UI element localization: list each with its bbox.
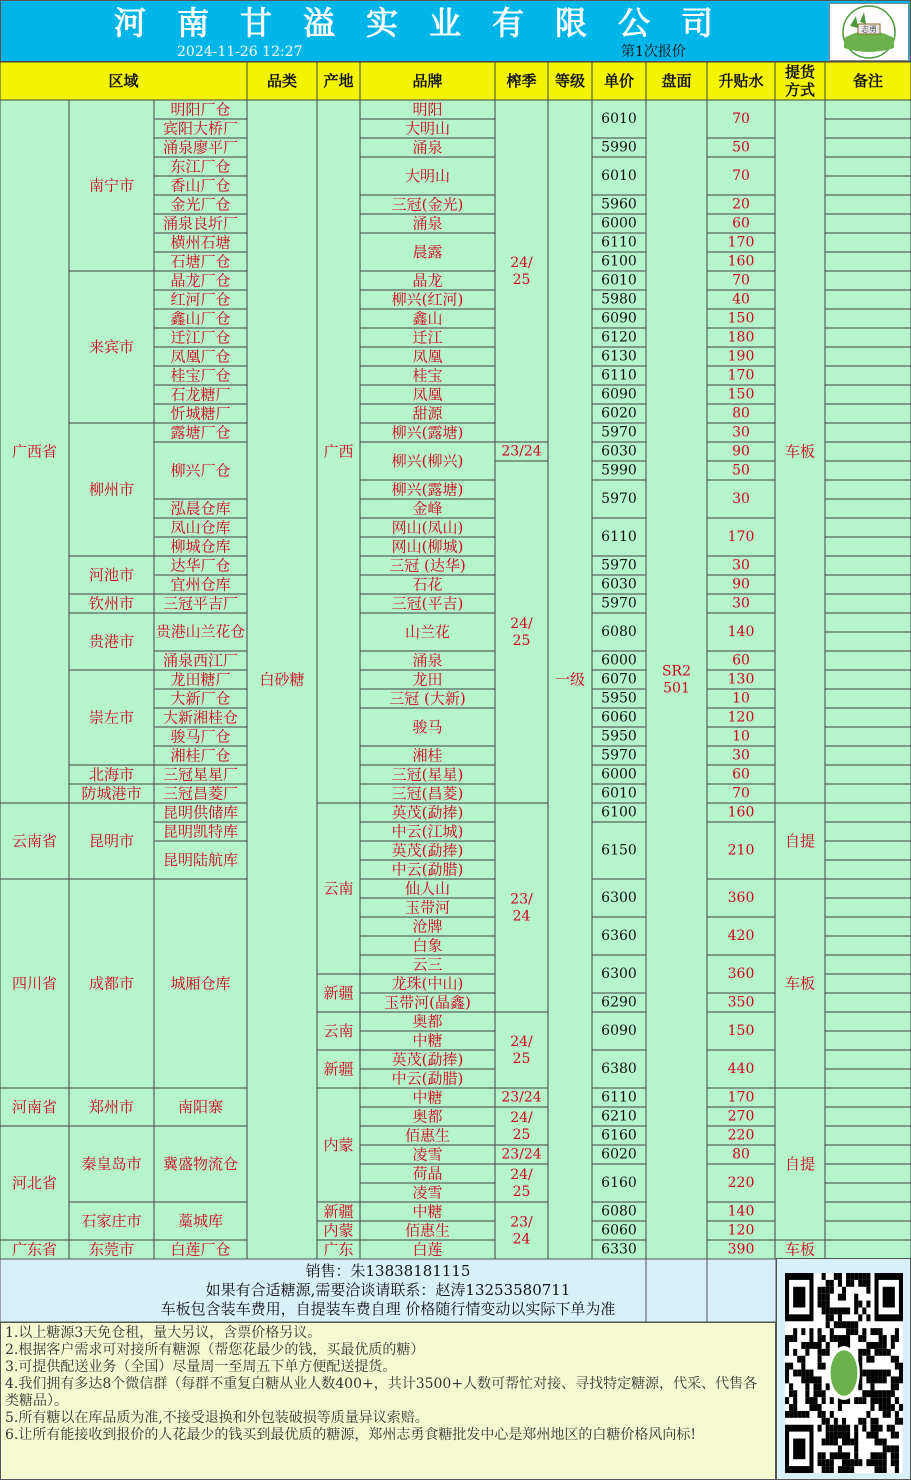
premium: 190 [727, 348, 755, 365]
note-line: 6.让所有能接收到报价的人花最少的钱买到最优质的糖源，郑州志勇食糖批发中心是郑州地区的白糖价格风向标! [5, 1427, 696, 1443]
pickup-terms: 车板包含装车费用，自提装车费自理 价格随行情变动以实际下单为准 [160, 1300, 616, 1318]
origin: 广西 [323, 442, 354, 461]
deal-contact: 如果有合适糖源,需要洽谈请联系：赵涛13253580711 [205, 1281, 571, 1299]
brand: 三冠(平吉) [391, 594, 464, 613]
warehouse: 石龙糖厂 [170, 385, 231, 404]
price: 6000 [601, 766, 637, 783]
premium: 420 [727, 928, 755, 944]
brand: 涌泉 [412, 214, 443, 233]
brand: 三冠 (大新) [389, 689, 466, 708]
warehouse: 香山厂仓 [170, 176, 231, 195]
note-line: 1.以上糖源3天免仓租，量大另议，含票价格另议。 [5, 1325, 322, 1341]
price: 5950 [601, 690, 637, 707]
price: 6290 [601, 994, 637, 1011]
season: 23/24 [501, 1146, 542, 1163]
season: 25 [512, 633, 531, 649]
city: 昆明市 [88, 832, 135, 850]
brand: 凤凰 [412, 347, 443, 366]
brand: 中云(勐腊) [391, 860, 464, 879]
season: 25 [512, 1127, 531, 1143]
pickup-method: 车板 [784, 442, 816, 461]
city: 钦州市 [88, 594, 135, 613]
price: 6300 [601, 966, 637, 982]
premium: 170 [727, 529, 755, 545]
price: 5970 [601, 595, 637, 612]
warehouse: 藁城库 [177, 1212, 224, 1230]
city: 成都市 [88, 974, 135, 993]
premium: 220 [727, 1175, 755, 1191]
premium: 170 [727, 234, 755, 251]
warehouse: 迁江厂仓 [170, 328, 231, 347]
futures-contract: 501 [663, 680, 690, 697]
price: 6070 [601, 671, 637, 688]
city: 石家庄市 [81, 1212, 142, 1230]
column-header: 方式 [784, 81, 816, 99]
season: 25 [512, 1051, 531, 1067]
notes-box [0, 1322, 776, 1480]
brand: 玉带河 [404, 898, 451, 917]
brand: 网山(凤山) [391, 518, 464, 537]
brand: 三冠(昌菱) [391, 784, 464, 803]
price: 6100 [601, 804, 637, 821]
brand: 大明山 [404, 119, 451, 138]
season: 24 [512, 908, 531, 925]
price: 6060 [601, 709, 637, 726]
brand: 晨露 [412, 243, 443, 261]
quote-datetime: 2024-11-26 12:27 [177, 44, 303, 60]
warehouse: 涌泉良圻厂 [162, 214, 239, 233]
brand: 沧牌 [412, 917, 443, 936]
city: 东莞市 [88, 1240, 135, 1259]
premium: 270 [727, 1108, 755, 1125]
grade: 一级 [554, 670, 586, 689]
warehouse: 白莲厂仓 [170, 1240, 231, 1259]
premium: 120 [727, 709, 755, 726]
price: 6010 [601, 168, 637, 184]
company-title: 河南甘溢实业有限公司 [113, 4, 744, 42]
warehouse: 三冠昌菱厂 [162, 784, 239, 803]
warehouse: 冀盛物流仓 [162, 1155, 239, 1173]
price: 6000 [601, 215, 637, 232]
brand: 柳兴(红河) [391, 290, 464, 309]
price: 6360 [601, 928, 637, 944]
warehouse: 湘桂厂仓 [170, 746, 231, 765]
price: 5970 [601, 747, 637, 764]
price: 6080 [601, 624, 637, 640]
brand: 柳兴(露塘) [391, 423, 464, 442]
premium: 170 [727, 1089, 755, 1106]
column-header: 提货 [784, 63, 816, 81]
warehouse: 涌泉廖平厂 [162, 138, 239, 157]
premium: 150 [727, 1023, 755, 1039]
column-header: 单价 [603, 72, 635, 90]
origin: 新疆 [323, 984, 354, 1002]
price: 6110 [601, 367, 637, 384]
premium: 50 [732, 462, 750, 479]
brand: 晶龙 [412, 271, 443, 290]
origin: 云南 [323, 879, 354, 898]
warehouse: 龙田糖厂 [170, 670, 231, 689]
column-header: 备注 [852, 72, 884, 90]
note-line: 4.我们拥有多达8个微信群（每群不重复白糖从业人数400+，共计3500+人数可帮忙对接、寻找特定糖源，代采、代售各类糖品）。 [5, 1376, 758, 1409]
warehouse: 涌泉西江厂 [162, 651, 239, 670]
premium: 10 [732, 690, 750, 707]
column-header: 产地 [323, 72, 354, 90]
price: 6110 [601, 1089, 637, 1106]
brand: 佰惠生 [404, 1221, 451, 1240]
city: 崇左市 [88, 708, 135, 727]
brand: 山兰花 [404, 623, 451, 641]
premium: 70 [732, 785, 750, 802]
price: 6060 [601, 1222, 637, 1239]
city: 防城港市 [81, 784, 142, 803]
column-header: 品类 [266, 72, 298, 90]
price: 6030 [601, 576, 637, 593]
premium: 440 [727, 1061, 755, 1077]
price: 6210 [601, 1108, 637, 1125]
column-header: 盘面 [661, 72, 692, 90]
price: 5970 [601, 491, 637, 507]
premium: 10 [732, 728, 750, 745]
price: 5990 [601, 462, 637, 479]
city: 贵港市 [88, 632, 135, 651]
svg-text:志勇: 志勇 [861, 25, 877, 34]
premium: 220 [727, 1127, 755, 1144]
warehouse: 贵港山兰花仓 [156, 623, 245, 641]
brand: 骏马 [412, 718, 443, 736]
price: 6160 [601, 1127, 637, 1144]
origin: 云南 [323, 1022, 354, 1040]
column-header: 升贴水 [718, 72, 764, 90]
warehouse: 石塘厂仓 [170, 252, 231, 271]
price: 6020 [601, 1146, 637, 1163]
premium: 390 [727, 1241, 755, 1258]
premium: 160 [727, 804, 755, 821]
brand: 湘桂 [412, 746, 443, 765]
season: 24/ [510, 1034, 533, 1050]
warehouse: 鑫山厂仓 [170, 309, 231, 328]
season: 25 [512, 272, 531, 288]
premium: 360 [727, 890, 755, 906]
warehouse: 红河厂仓 [170, 290, 231, 309]
price: 6120 [601, 329, 637, 346]
note-line: 2.根据客户需求可对接所有糖源（帮您花最少的钱，买最优质的糖） [5, 1342, 425, 1358]
season: 24/ [510, 1167, 533, 1183]
pickup-method: 自提 [784, 1155, 816, 1173]
premium: 30 [732, 491, 750, 507]
city: 北海市 [88, 765, 135, 784]
brand: 柳兴(露塘) [391, 480, 464, 499]
premium: 90 [732, 443, 750, 460]
brand: 桂宝 [412, 366, 443, 385]
premium: 120 [727, 1222, 755, 1239]
brand: 英茂(勐捧) [391, 803, 464, 822]
column-header: 榨季 [506, 72, 537, 90]
note-line: 3.可提供配送业务（全国）尽量周一至周五下单方便配送提货。 [5, 1359, 397, 1375]
premium: 80 [732, 405, 750, 422]
brand: 网山(柳城) [391, 537, 464, 556]
brand: 凌雪 [412, 1145, 443, 1164]
price: 6300 [601, 890, 637, 906]
warehouse: 昆明供储库 [162, 803, 239, 822]
warehouse: 城厢仓库 [170, 974, 231, 993]
brand: 英茂(勐捧) [391, 1050, 464, 1069]
brand: 鑫山 [412, 309, 443, 328]
warehouse: 三冠平吉厂 [162, 594, 239, 613]
province: 河北省 [11, 1174, 58, 1192]
premium: 30 [732, 595, 750, 612]
premium: 140 [727, 624, 755, 640]
price: 6100 [601, 253, 637, 270]
brand: 奥都 [412, 1012, 443, 1031]
province: 广东省 [11, 1240, 58, 1259]
premium: 210 [727, 842, 755, 859]
warehouse: 达华厂仓 [170, 556, 231, 575]
price: 6010 [601, 111, 637, 127]
season: 24/ [510, 1110, 533, 1126]
season: 25 [512, 1184, 531, 1200]
pickup-method: 车板 [784, 1240, 816, 1259]
warehouse: 昆明凯特库 [162, 822, 239, 841]
season: 23/24 [501, 443, 542, 460]
brand: 石花 [412, 575, 443, 594]
season: 23/24 [501, 1089, 542, 1106]
warehouse: 东江厂仓 [170, 157, 231, 176]
warehouse: 泓晨仓库 [170, 499, 231, 518]
city: 郑州市 [88, 1098, 135, 1116]
province: 云南省 [11, 832, 58, 850]
warehouse: 柳城仓库 [170, 537, 231, 556]
origin: 新疆 [323, 1202, 354, 1221]
origin: 新疆 [323, 1060, 354, 1078]
price: 6380 [601, 1061, 637, 1077]
premium: 360 [727, 966, 755, 982]
brand: 大明山 [404, 167, 451, 185]
city: 来宾市 [88, 338, 135, 356]
brand: 白莲 [412, 1240, 443, 1259]
brand: 白象 [412, 936, 443, 955]
origin: 广东 [323, 1240, 354, 1259]
price: 5960 [601, 196, 637, 213]
season: 23/ [510, 891, 533, 908]
warehouse: 骏马厂仓 [170, 727, 231, 746]
premium: 30 [732, 557, 750, 574]
city: 柳州市 [88, 480, 135, 499]
warehouse: 露塘厂仓 [170, 423, 231, 442]
premium: 160 [727, 253, 755, 270]
price: 6110 [601, 234, 637, 251]
warehouse: 晶龙厂仓 [170, 271, 231, 290]
brand: 玉带河(晶鑫) [384, 993, 471, 1012]
brand: 英茂(勐捧) [391, 841, 464, 860]
premium: 30 [732, 747, 750, 764]
category: 白砂糖 [259, 670, 305, 689]
brand: 仙人山 [404, 879, 451, 898]
price: 5950 [601, 728, 637, 745]
pickup-method: 车板 [784, 974, 816, 993]
city: 南宁市 [88, 176, 135, 195]
price: 5980 [601, 291, 637, 308]
price: 6150 [601, 842, 637, 859]
premium: 130 [727, 671, 755, 688]
brand: 柳兴(柳兴) [391, 452, 464, 470]
sales-contact: 销售：朱13838181115 [305, 1262, 471, 1280]
premium: 20 [732, 196, 750, 213]
premium: 80 [732, 1146, 750, 1163]
brand: 荷晶 [412, 1164, 443, 1183]
price: 6010 [601, 272, 637, 289]
warehouse: 宾阳大桥厂 [162, 119, 239, 138]
brand: 明阳 [412, 100, 443, 119]
price: 6330 [601, 1241, 637, 1258]
premium: 150 [727, 310, 755, 327]
warehouse: 金光厂仓 [170, 195, 231, 214]
price: 6090 [601, 310, 637, 327]
brand: 中云(江城) [391, 822, 464, 841]
brand: 三冠(金光) [391, 195, 464, 214]
season: 24 [512, 1231, 531, 1248]
brand: 甜源 [412, 404, 443, 423]
warehouse: 凤山仓库 [170, 518, 231, 537]
brand: 佰惠生 [404, 1126, 451, 1145]
pickup-method: 自提 [784, 832, 816, 850]
price: 5970 [601, 557, 637, 574]
brand: 迁江 [412, 328, 443, 347]
warehouse: 忻城糖厂 [170, 404, 231, 423]
premium: 60 [732, 766, 750, 783]
premium: 50 [732, 139, 750, 156]
warehouse: 凤凰厂仓 [170, 347, 231, 366]
price: 6110 [601, 529, 637, 545]
brand: 三冠(星星) [391, 765, 464, 784]
brand: 凌雪 [412, 1183, 443, 1202]
origin: 内蒙 [323, 1221, 354, 1240]
premium: 150 [727, 386, 755, 403]
price: 6000 [601, 652, 637, 669]
price: 5990 [601, 139, 637, 156]
brand: 中云(勐腊) [391, 1069, 464, 1088]
warehouse: 大新厂仓 [170, 689, 231, 708]
brand: 龙珠(中山) [391, 974, 464, 993]
note-line: 5.所有糖以在库品质为准,不接受退换和外包装破损等质量异议索赔。 [5, 1410, 429, 1426]
brand: 龙田 [412, 670, 443, 689]
province: 广西省 [11, 442, 58, 461]
season: 24/ [510, 255, 533, 271]
price: 6090 [601, 1023, 637, 1039]
warehouse: 昆明陆航库 [162, 851, 239, 869]
premium: 170 [727, 367, 755, 384]
price: 5970 [601, 424, 637, 441]
season: 24/ [510, 616, 533, 632]
futures-contract: SR2 [661, 663, 692, 680]
warehouse: 南阳寨 [177, 1098, 224, 1116]
premium: 350 [727, 994, 755, 1011]
quote-number: 第1次报价 [621, 44, 686, 60]
province: 四川省 [11, 974, 58, 993]
premium: 60 [732, 215, 750, 232]
city: 河池市 [88, 566, 135, 584]
premium: 90 [732, 576, 750, 593]
premium: 140 [727, 1203, 755, 1220]
price: 6010 [601, 785, 637, 802]
price: 6090 [601, 386, 637, 403]
province: 河南省 [11, 1098, 58, 1116]
premium: 70 [732, 272, 750, 289]
warehouse: 三冠星星厂 [162, 765, 239, 784]
brand: 金峰 [412, 499, 443, 518]
qr-code-icon [785, 1273, 903, 1473]
column-header: 等级 [554, 72, 586, 90]
price: 6030 [601, 443, 637, 460]
warehouse: 柳兴厂仓 [170, 461, 231, 480]
price: 6160 [601, 1175, 637, 1191]
brand: 奥都 [412, 1107, 443, 1126]
warehouse: 横州石塘 [170, 233, 231, 252]
brand: 三冠 (达华) [389, 556, 466, 575]
price: 6130 [601, 348, 637, 365]
city: 秦皇岛市 [81, 1155, 142, 1173]
column-header: 区域 [108, 72, 139, 90]
brand: 涌泉 [412, 138, 443, 157]
brand: 云三 [412, 955, 443, 974]
warehouse: 宜州仓库 [170, 575, 231, 594]
brand: 中糖 [412, 1202, 443, 1221]
season: 23/ [510, 1214, 533, 1231]
price: 6020 [601, 405, 637, 422]
premium: 180 [727, 329, 755, 346]
brand: 凤凰 [412, 385, 443, 404]
premium: 70 [732, 168, 750, 184]
warehouse: 明阳厂仓 [170, 100, 231, 119]
price: 6080 [601, 1203, 637, 1220]
premium: 30 [732, 424, 750, 441]
warehouse: 桂宝厂仓 [170, 366, 231, 385]
premium: 70 [732, 111, 750, 127]
qr-code-panel [776, 1258, 911, 1480]
warehouse: 大新湘桂仓 [162, 708, 239, 727]
premium: 60 [732, 652, 750, 669]
origin: 内蒙 [323, 1136, 354, 1154]
brand: 涌泉 [412, 651, 443, 670]
premium: 40 [732, 291, 750, 308]
brand: 中糖 [412, 1088, 443, 1107]
brand: 中糖 [412, 1031, 443, 1050]
column-header: 品牌 [412, 72, 443, 90]
